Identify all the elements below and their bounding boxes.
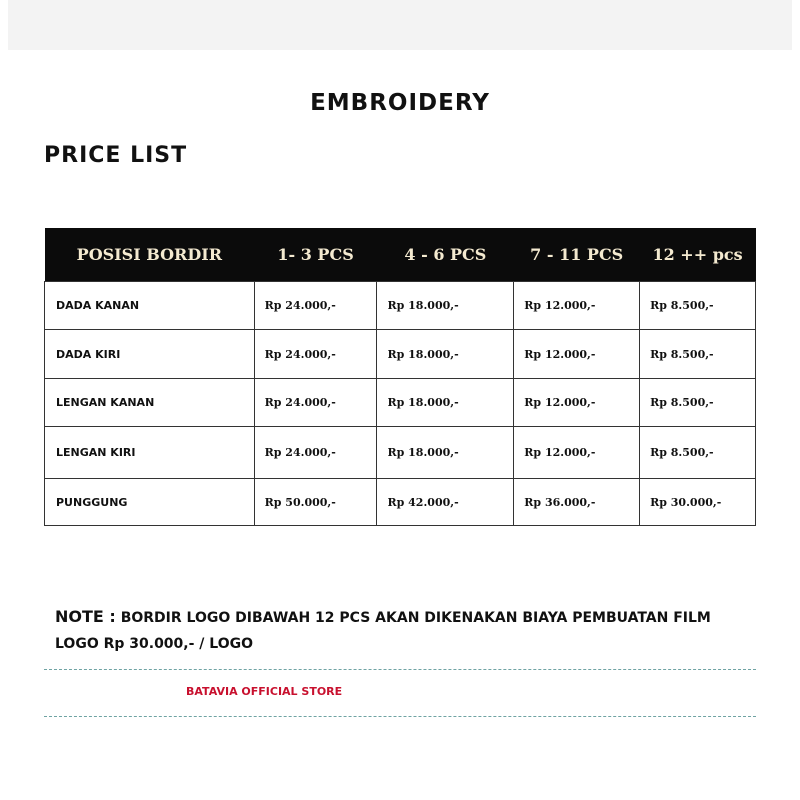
price-cell: Rp 12.000,- — [514, 379, 640, 427]
price-cell: Rp 18.000,- — [377, 427, 514, 479]
table-header-row — [45, 228, 756, 282]
table-row — [45, 282, 756, 330]
price-cell: Rp 18.000,- — [377, 330, 514, 379]
column-header-12-plus-pcs: 12 ++ pcs — [640, 228, 756, 282]
price-table — [44, 228, 756, 526]
column-header-1-3-pcs: 1- 3 PCS — [254, 228, 377, 282]
store-name: BATAVIA OFFICIAL STORE — [186, 685, 343, 698]
position-cell: LENGAN KANAN — [45, 379, 255, 427]
price-cell: Rp 8.500,- — [640, 282, 756, 330]
table-row — [45, 479, 756, 526]
price-cell: Rp 36.000,- — [514, 479, 640, 526]
note-text: BORDIR LOGO DIBAWAH 12 PCS AKAN DIKENAKAN BIAYA PEMBUATAN FILM LOGO Rp 30.000,- / LOGO — [55, 610, 711, 652]
price-cell: Rp 24.000,- — [254, 379, 377, 427]
price-cell: Rp 30.000,- — [640, 479, 756, 526]
price-cell: Rp 24.000,- — [254, 427, 377, 479]
table-row — [45, 427, 756, 479]
position-cell: DADA KIRI — [45, 330, 255, 379]
price-cell: Rp 18.000,- — [377, 379, 514, 427]
price-cell: Rp 8.500,- — [640, 379, 756, 427]
divider-bottom — [44, 716, 756, 717]
price-cell: Rp 42.000,- — [377, 479, 514, 526]
price-list-heading: PRICE LIST — [44, 143, 188, 168]
price-cell: Rp 12.000,- — [514, 330, 640, 379]
table-row — [45, 379, 756, 427]
top-bar — [8, 0, 792, 50]
price-cell: Rp 12.000,- — [514, 282, 640, 330]
divider-top — [44, 669, 756, 670]
price-cell: Rp 8.500,- — [640, 330, 756, 379]
column-header-4-6-pcs: 4 - 6 PCS — [377, 228, 514, 282]
note — [55, 604, 755, 657]
price-cell: Rp 24.000,- — [254, 330, 377, 379]
page-title: EMBROIDERY — [310, 90, 490, 116]
position-cell: DADA KANAN — [45, 282, 255, 330]
price-cell: Rp 24.000,- — [254, 282, 377, 330]
column-header-position: POSISI BORDIR — [45, 228, 255, 282]
column-header-7-11-pcs: 7 - 11 PCS — [514, 228, 640, 282]
position-cell: LENGAN KIRI — [45, 427, 255, 479]
price-cell: Rp 12.000,- — [514, 427, 640, 479]
price-cell: Rp 50.000,- — [254, 479, 377, 526]
note-label: NOTE : — [55, 607, 116, 626]
price-cell: Rp 18.000,- — [377, 282, 514, 330]
price-cell: Rp 8.500,- — [640, 427, 756, 479]
position-cell: PUNGGUNG — [45, 479, 255, 526]
table-row — [45, 330, 756, 379]
